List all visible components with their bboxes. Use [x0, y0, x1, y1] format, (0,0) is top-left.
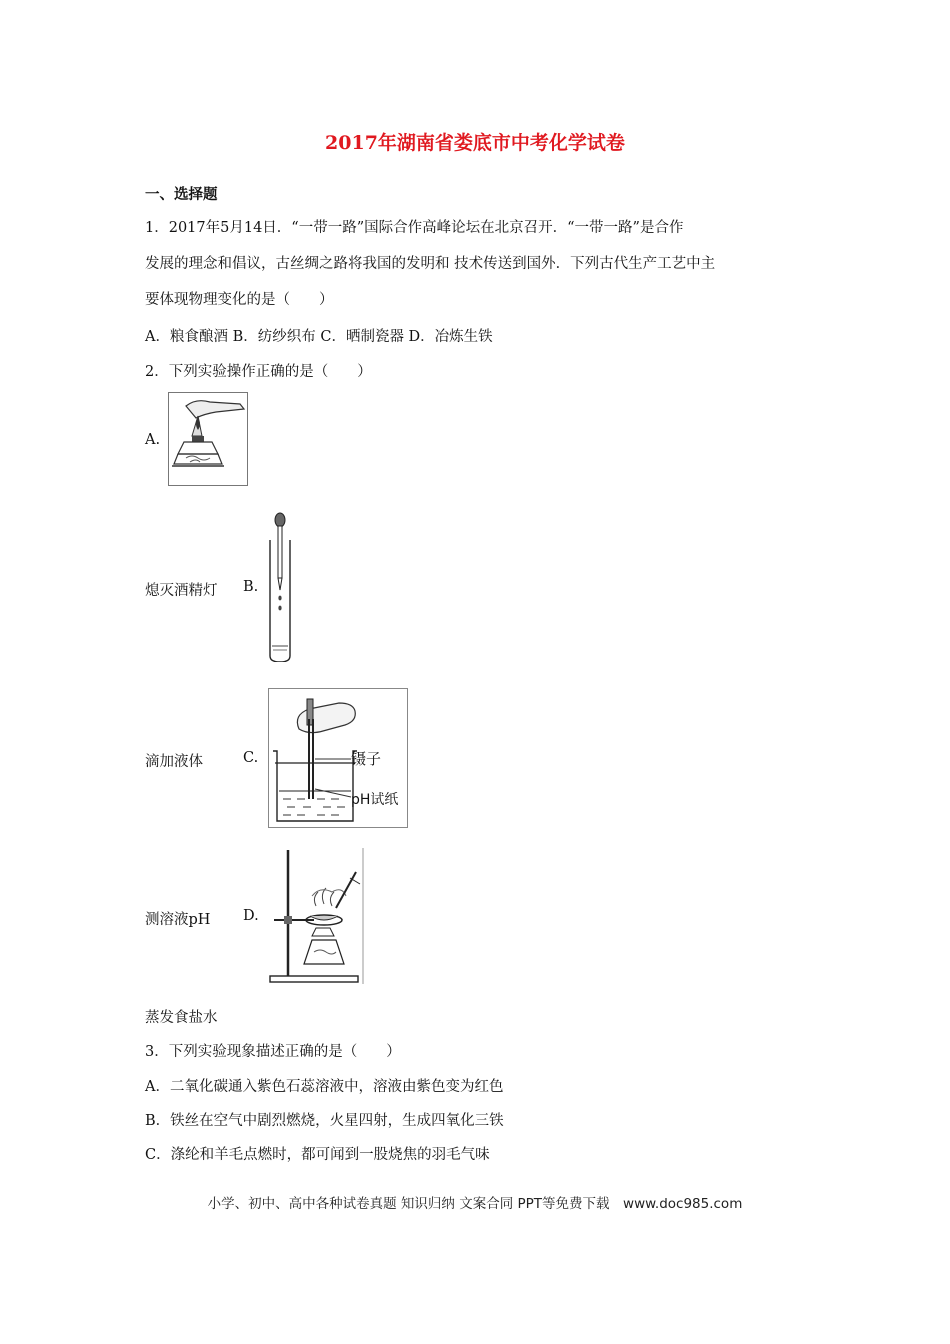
- ph-test-figure: [268, 688, 408, 828]
- q3-option-c: C．涤纶和羊毛点燃时，都可闻到一股烧焦的羽毛气味: [145, 1147, 490, 1163]
- page-title: 2017年湖南省娄底市中考化学试卷: [325, 132, 625, 154]
- q3-stem: 3．下列实验现象描述正确的是（ ）: [145, 1044, 401, 1060]
- evaporation-figure: [264, 848, 364, 984]
- extinguish-lamp-figure: [168, 392, 248, 486]
- q2-option-b-letter: B.: [243, 579, 259, 595]
- ph-paper-label: pH试纸: [351, 792, 399, 808]
- q1-line-2: 发展的理念和倡议，古丝绸之路将我国的发明和 技术传送到国外．下列古代生产工艺中主: [145, 256, 716, 272]
- q2-option-c-caption: 测溶液pH: [145, 912, 211, 928]
- q2-option-b-caption: 滴加液体: [145, 754, 203, 770]
- q3-option-a: A．二氧化碳通入紫色石蕊溶液中，溶液由紫色变为红色: [145, 1079, 504, 1095]
- q2-option-a-letter: A.: [145, 432, 161, 448]
- section-heading: 一、选择题: [145, 186, 218, 203]
- q2-option-d-letter: D.: [243, 908, 259, 924]
- q2-option-c-letter: C.: [243, 750, 259, 766]
- q1-line-3: 要体现物理变化的是（ ）: [145, 292, 334, 308]
- q2-option-d-caption: 蒸发食盐水: [145, 1010, 218, 1026]
- q3-option-b: B．铁丝在空气中剧烈燃烧，火星四射，生成四氧化三铁: [145, 1113, 504, 1129]
- q2-option-a-caption: 熄灭酒精灯: [145, 583, 218, 599]
- tweezers-label: 镊子: [351, 750, 382, 768]
- q2-stem: 2．下列实验操作正确的是（ ）: [145, 364, 372, 380]
- q1-options: A．粮食酿酒 B．纺纱织布 C．晒制瓷器 D．冶炼生铁: [145, 329, 493, 345]
- q1-line-1: 1．2017年5月14日．“一带一路”国际合作高峰论坛在北京召开．“一带一路”是合作: [145, 220, 684, 236]
- footer-ad: 小学、初中、高中各种试卷真题 知识归纳 文案合同 PPT等免费下载 www.doc985.com: [207, 1196, 743, 1212]
- dropper-test-tube-figure: [262, 510, 298, 662]
